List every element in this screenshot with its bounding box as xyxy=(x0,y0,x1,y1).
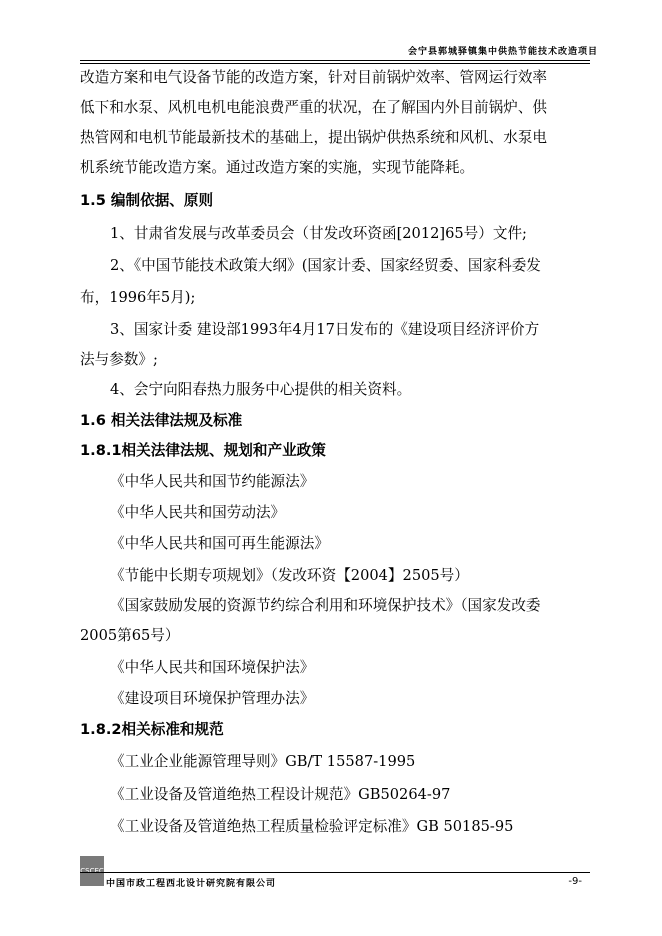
law-item: 《中华人民共和国环境保护法》 xyxy=(110,659,315,676)
paragraph-line: 低下和水泵、风机电机电能浪费严重的状况，在了解国内外目前锅炉、供 xyxy=(80,99,548,116)
basis-line: 3、国家计委 建设部1993年4月17日发布的《建设项目经济评价方 xyxy=(110,321,540,338)
company-logo: CSCEC xyxy=(80,856,104,886)
basis-line: 4、会宁向阳春热力服务中心提供的相关资料。 xyxy=(110,381,412,398)
standard-item: 《工业企业能源管理导则》GB/T 15587-1995 xyxy=(110,753,416,770)
header-rule xyxy=(80,60,590,64)
basis-line: 2、《中国节能技术政策大纲》(国家计委、国家经贸委、国家科委发 xyxy=(110,257,541,274)
law-item: 《建设项目环境保护管理办法》 xyxy=(110,690,315,707)
law-item: 2005第65号） xyxy=(80,627,180,644)
section-heading-1-8-2: 1.8.2相关标准和规范 xyxy=(80,721,224,738)
section-heading-1-5: 1.5 编制依据、原则 xyxy=(80,192,214,209)
paragraph-line: 机系统节能改造方案。通过改造方案的实施，实现节能降耗。 xyxy=(80,159,475,176)
footer-rule xyxy=(80,872,590,873)
header-title: 会宁县郭城驿镇集中供热节能技术改造项目 xyxy=(407,47,598,57)
law-item: 《节能中长期专项规划》（发改环资【2004】2505号） xyxy=(110,567,469,584)
footer-org: 中国市政工程西北设计研究院有限公司 xyxy=(106,879,277,889)
section-heading-1-8-1: 1.8.1相关法律法规、规划和产业政策 xyxy=(80,442,326,459)
law-item: 《中华人民共和国节约能源法》 xyxy=(110,473,315,490)
standard-item: 《工业设备及管道绝热工程质量检验评定标准》GB 50185-95 xyxy=(110,818,514,835)
paragraph-line: 改造方案和电气设备节能的改造方案，针对目前锅炉效率、管网运行效率 xyxy=(80,69,548,86)
section-heading-1-6: 1.6 相关法律法规及标准 xyxy=(80,412,243,429)
paragraph-line: 热管网和电机节能最新技术的基础上，提出锅炉供热系统和风机、水泵电 xyxy=(80,129,548,146)
law-item: 《国家鼓励发展的资源节约综合利用和环境保护技术》（国家发改委 xyxy=(110,597,541,614)
basis-line: 布，1996年5月); xyxy=(80,289,196,306)
page-number: -9- xyxy=(568,876,582,887)
standard-item: 《工业设备及管道绝热工程设计规范》GB50264-97 xyxy=(110,786,451,803)
law-item: 《中华人民共和国可再生能源法》 xyxy=(110,535,329,552)
basis-line: 1、甘肃省发展与改革委员会（甘发改环资函[2012]65号）文件; xyxy=(110,225,527,242)
law-item: 《中华人民共和国劳动法》 xyxy=(110,504,286,521)
basis-line: 法与参数》; xyxy=(80,351,158,368)
